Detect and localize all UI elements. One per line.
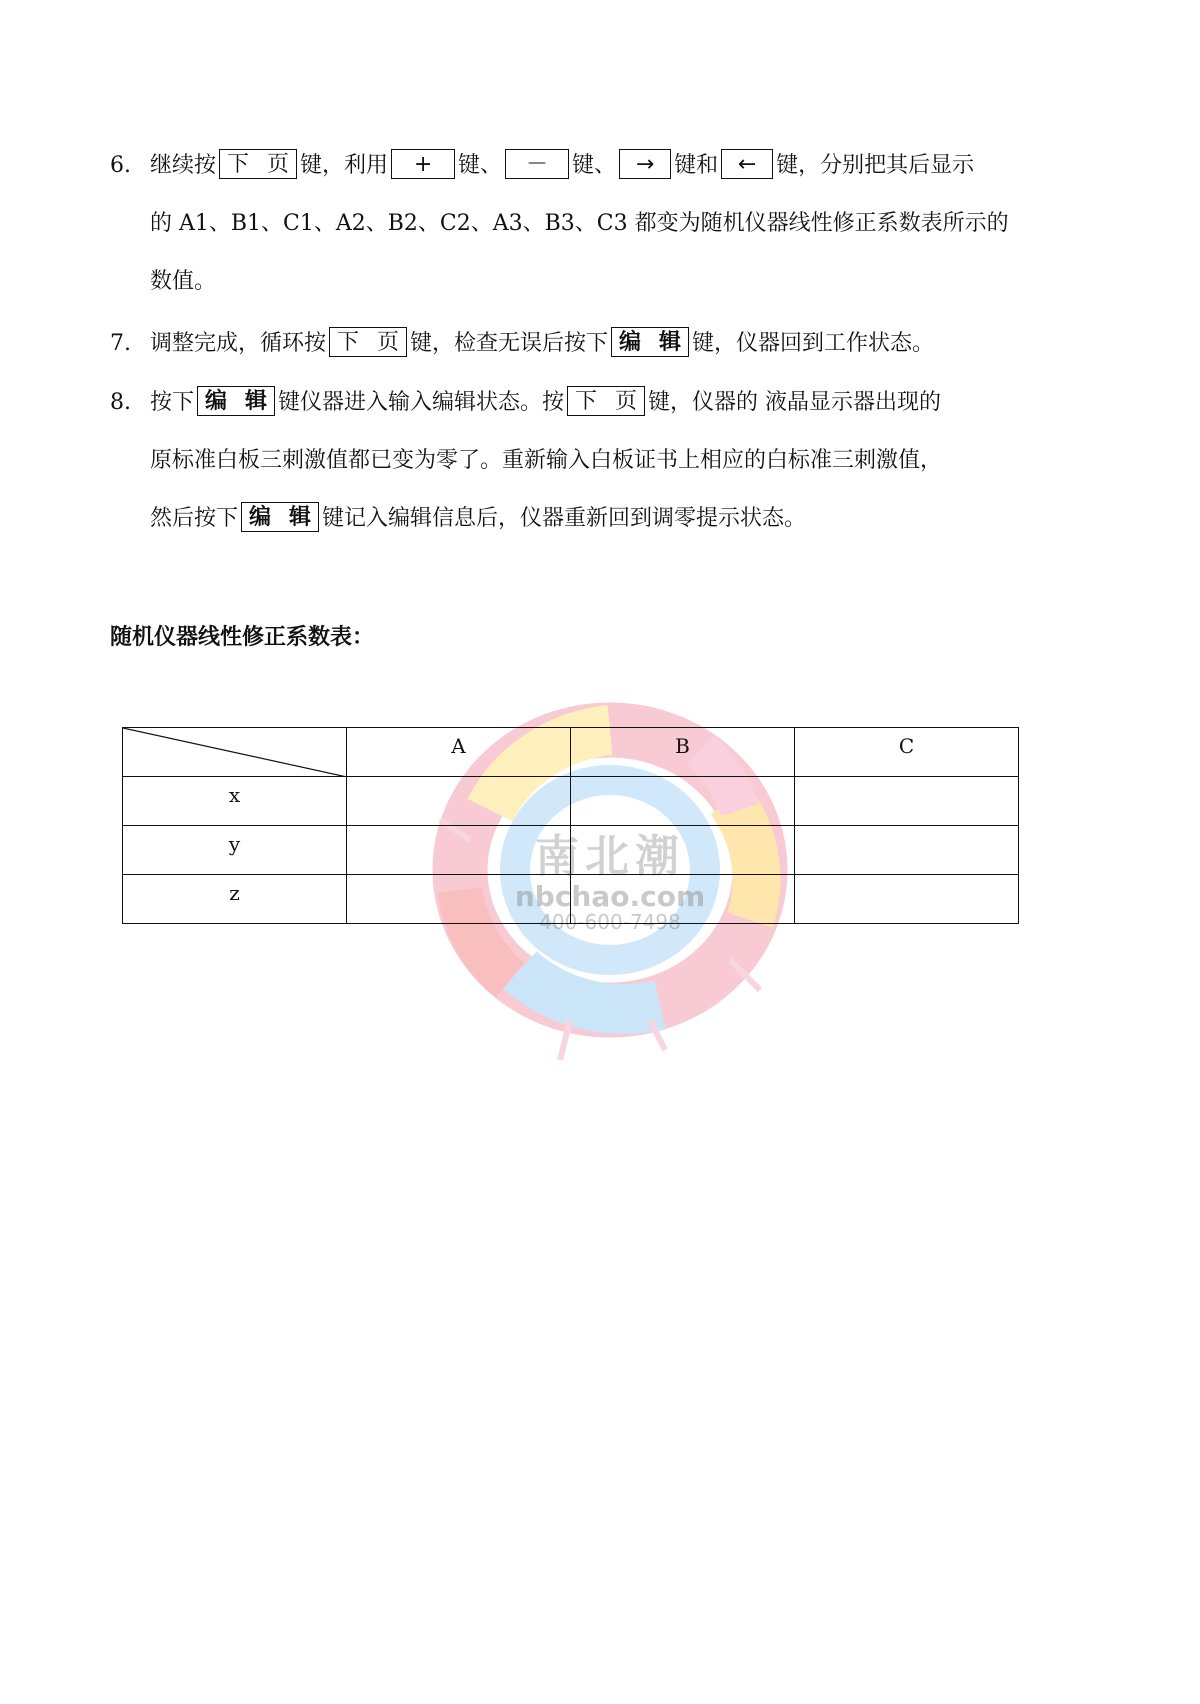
column-header-c: C	[795, 728, 1019, 777]
row-label-x: x	[123, 777, 347, 826]
watermark-phone: 400-600-7498	[539, 910, 681, 934]
column-header-a: A	[347, 728, 571, 777]
step-text: 键记入编辑信息后，仪器重新回到调零提示状态。	[322, 506, 807, 531]
step-6	[110, 137, 1060, 311]
table-header-row	[123, 728, 1019, 777]
plus-key: +	[391, 149, 455, 179]
diagonal-line	[123, 728, 347, 777]
step-text: 键、	[458, 153, 503, 178]
table-cell	[347, 875, 571, 924]
correction-coefficient-table	[122, 727, 1019, 924]
watermark-brand: 南北潮	[535, 831, 685, 882]
table-cell	[795, 875, 1019, 924]
minus-key: －	[505, 149, 569, 179]
step-text: 继续按	[150, 153, 217, 178]
table-cell	[347, 826, 571, 875]
table-row	[123, 826, 1019, 875]
step-text: 调整完成，循环按	[150, 331, 327, 356]
next-page-key: 下页	[219, 149, 297, 179]
step-text: 键和	[674, 153, 719, 178]
right-arrow-key: →	[619, 149, 671, 179]
step-text: 键，仪器回到工作状态。	[692, 331, 935, 356]
step-text: 按下	[150, 390, 195, 415]
diagonal-corner-cell	[123, 728, 347, 777]
step-text: 键，利用	[300, 153, 389, 178]
edit-key: 编辑	[241, 502, 319, 532]
step-text: 键仪器进入输入编辑状态。按	[278, 390, 565, 415]
next-page-key: 下页	[329, 327, 407, 357]
step-text: 原标准白板三刺激值都已变为零了。重新输入白板证书上相应的白标准三刺激值，	[150, 448, 943, 473]
step-7	[110, 315, 1060, 373]
row-label-z: z	[123, 875, 347, 924]
table-cell	[795, 777, 1019, 826]
next-page-key: 下页	[567, 386, 645, 416]
edit-key: 编辑	[611, 327, 689, 357]
watermark-site: nbchao.com	[514, 880, 706, 913]
column-header-b: B	[571, 728, 795, 777]
table-title: 随机仪器线性修正系数表：	[110, 625, 375, 650]
step-text: 键，检查无误后按下	[410, 331, 609, 356]
step-text: 然后按下	[150, 506, 239, 531]
step-number: 6.	[110, 153, 131, 178]
table-row	[123, 875, 1019, 924]
table-cell	[347, 777, 571, 826]
table-cell	[571, 826, 795, 875]
step-number: 7.	[110, 331, 131, 356]
table-row	[123, 777, 1019, 826]
step-8	[110, 374, 1060, 548]
table-cell	[571, 875, 795, 924]
step-text: 键、	[572, 153, 617, 178]
step-text: 键，分别把其后显示	[776, 153, 975, 178]
step-text: 的 A1、B1、C1、A2、B2、C2、A3、B3、C3 都变为随机仪器线性修正系数表所示的	[150, 211, 1009, 236]
step-number: 8.	[110, 390, 131, 415]
row-label-y: y	[123, 826, 347, 875]
edit-key: 编辑	[197, 386, 275, 416]
table-cell	[571, 777, 795, 826]
step-text: 键，仪器的 液晶显示器出现的	[648, 390, 942, 415]
left-arrow-key: ←	[721, 149, 773, 179]
step-text: 数值。	[150, 269, 217, 294]
table-cell	[795, 826, 1019, 875]
